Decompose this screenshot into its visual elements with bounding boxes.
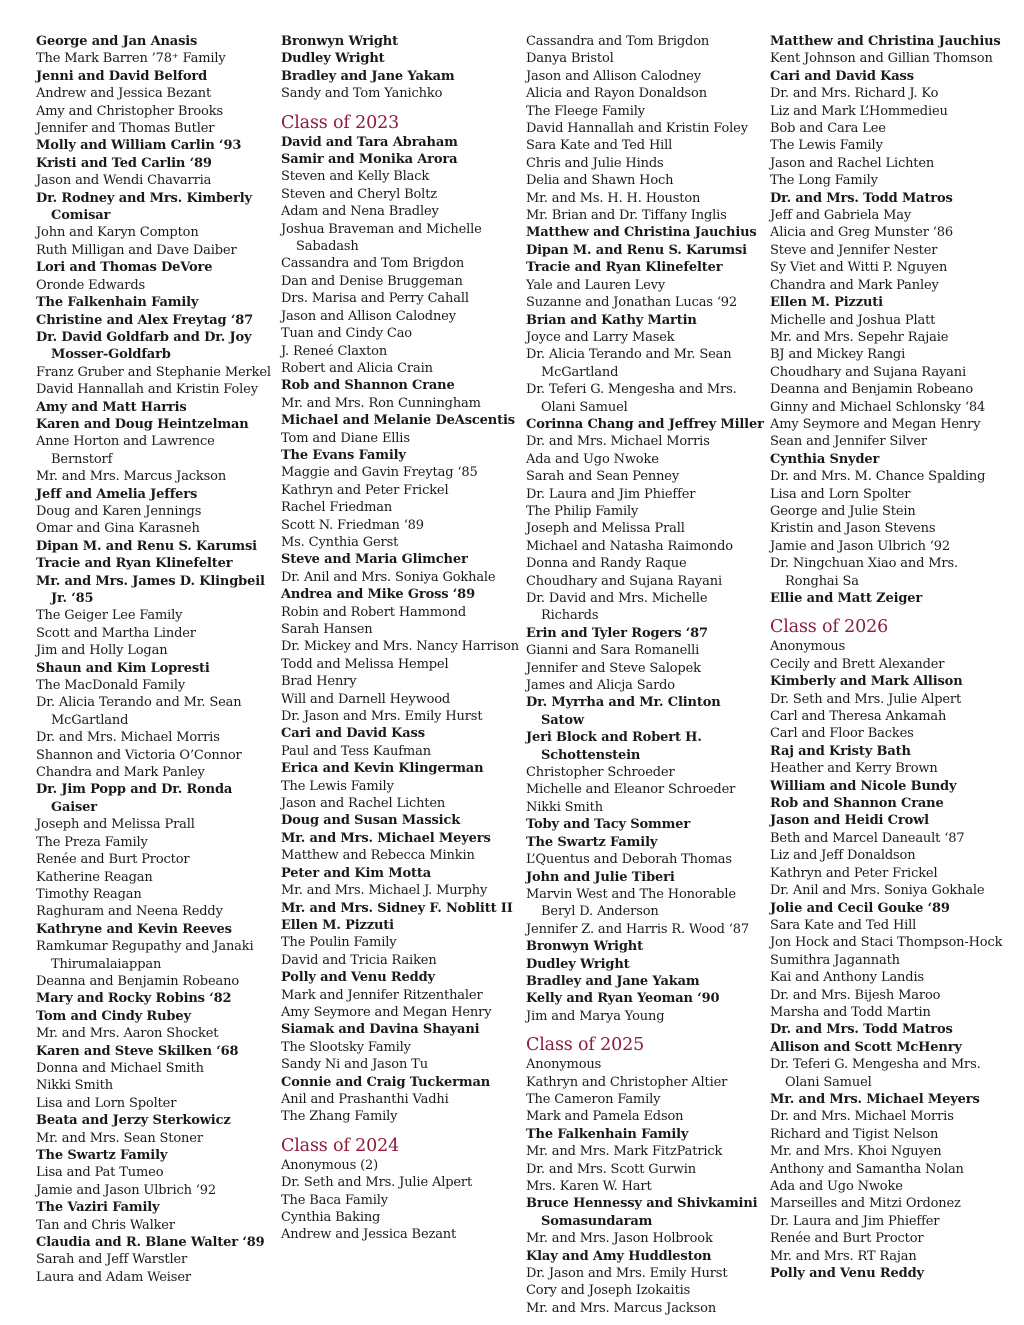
donor-name: The Preza Family [36,834,148,850]
donor-name: Dr. and Mrs. Richard J. Ko [770,86,939,102]
donor-name: Jamie and Jason Ulbrich ‘92 [770,538,951,554]
donor-name: Yale and Lauren Levy [526,277,666,293]
donor-name: George and Jan Anasis [36,34,198,49]
donor-name: Ruth Milligan and Dave Daiber [36,242,237,258]
donor-name: The Philip Family [526,503,639,519]
donor-name: The Cameron Family [526,1091,661,1107]
donor-name: Joseph and Melissa Prall [526,521,685,537]
donor-name: The Long Family [770,173,878,189]
donor-name: Joshua Braveman and Michelle Sabadash [281,221,482,255]
donor-name: Bob and Cara Lee [770,121,886,137]
donor-name: Sarah Hansen [281,622,373,637]
donor-name: Ellen M. Pizzuti [770,295,883,311]
donor-name: Jim and Marya Young [526,1008,665,1024]
donor-name: Richard and Tigist Nelson [770,1126,939,1142]
donor-name: The Falkenhain Family [36,295,199,311]
donor-name: The Zhang Family [281,1109,398,1125]
donor-name: Tan and Chris Walker [36,1217,175,1233]
donor-name: Sarah and Jeff Warstler [36,1252,188,1268]
donor-name: Dr. Mickey and Mrs. Nancy Harrison [281,639,520,655]
donor-name: Dr. and Mrs. Todd Matros [770,190,953,206]
donor-name: Dr. David and Mrs. Michelle Richards [526,591,708,624]
donor-name: Steven and Cheryl Boltz [281,186,437,202]
donor-name: Raj and Kristy Bath [770,743,911,759]
donor-name: James and Alicja Sardo [526,678,675,694]
donor-name: The Mark Barren ’78⁺ Family [36,51,226,67]
donor-name: Sara Kate and Ted Hill [770,917,917,933]
donor-name: Amy and Christopher Brooks [36,103,223,119]
donor-name: Lisa and Pat Tumeo [36,1165,164,1181]
donor-name: Dr. Anil and Mrs. Soniya Gokhale [770,883,985,899]
donor-name: William and Nicole Bundy [770,778,957,794]
donor-name: Polly and Venu Reddy [281,970,435,986]
donor-name: Marvin West and The Honorable Beryl D. Anderson [526,886,736,920]
donor-name: Erin and Tyler Rogers ‘87 [526,625,708,641]
donor-name: Steve and Jennifer Nester [770,242,938,258]
donor-name: Kai and Anthony Landis [770,970,924,986]
donor-name: BJ and Mickey Rangi [770,347,906,363]
donor-name: Corinna Chang and Jeffrey Miller [526,416,764,432]
donor-name: Bronwyn Wright [526,939,643,955]
donor-name: Dr. and Mrs. Bijesh Maroo [770,987,941,1003]
donor-name: Rachel Friedman [281,500,393,516]
donor-name: Ada and Ugo Nwoke [526,451,659,467]
donor-name: Tom and Diane Ellis [281,430,410,446]
donor-name: Kent Johnson and Gillian Thomson [770,51,993,67]
donor-name: Oronde Edwards [36,277,146,293]
donor-name: Renée and Burt Proctor [36,852,190,868]
class-heading: Class of 2025 [526,1035,645,1056]
donor-name: Klay and Amy Huddleston [526,1248,712,1264]
donor-name: Omar and Gina Karasneh [36,521,200,537]
donor-name: Christine and Alex Freytag ‘87 [36,312,253,328]
donor-name: Dr. and Mrs. Michael Morris [36,730,220,746]
donor-name: Heather and Kerry Brown [770,761,938,777]
donor-name: Mr. Brian and Dr. Tiffany Inglis [526,208,727,224]
donor-name: Brian and Kathy Martin [526,312,697,328]
donor-name: Paul and Tess Kaufman [281,743,431,759]
donor-name: Toby and Tacy Sommer [526,817,691,833]
donor-name: Dr. Laura and Jim Phieffer [770,1213,940,1229]
donor-name: Anil and Prashanthi Vadhi [281,1091,449,1107]
donor-name: Brad Henry [281,674,357,690]
donor-name: Mr. and Ms. H. H. Houston [526,190,701,206]
donor-name: Mr. and Mrs. Michael Meyers [770,1091,980,1107]
donor-name: Jon Hock and Staci Thompson-Hock [770,935,1003,951]
donor-name: Joyce and Larry Masek [526,329,675,345]
donor-name: Will and Darnell Heywood [281,691,451,707]
donor-name: Karen and Doug Heintzelman [36,416,249,432]
donor-name: Kathryn and Peter Frickel [770,865,938,881]
column-1 [36,33,276,1286]
donor-name: Jim and Holly Logan [36,643,168,659]
donor-name: Jennifer and Thomas Butler [36,121,215,137]
donor-name: Cari and David Kass [281,726,425,742]
donor-name: Dr. Jim Popp and Dr. Ronda Gaiser [36,782,233,815]
donor-name: Drs. Marisa and Perry Cahall [281,291,469,307]
donor-name: Tom and Cindy Rubey [36,1008,191,1024]
donor-name: Bradley and Jane Yakam [281,68,455,84]
donor-name: Claudia and R. Blane Walter ‘89 [36,1235,265,1251]
donor-name: Dr. Jason and Mrs. Emily Hurst [281,709,483,725]
donor-name: Lori and Thomas DeVore [36,260,213,276]
class-heading: Class of 2026 [770,617,889,638]
donor-name: Dr. Jason and Mrs. Emily Hurst [526,1266,728,1282]
donor-name: Dipan M. and Renu S. Karumsi [526,242,747,258]
donor-name: Ms. Cynthia Gerst [281,534,399,550]
donor-name: Sumithra Jagannath [770,952,900,968]
donor-name: Deanna and Benjamin Robeano [36,973,239,989]
donor-name: Jason and Rachel Lichten [770,155,935,171]
column-2 [281,33,521,1244]
donor-name: Jolie and Cecil Gouke ‘89 [770,900,950,916]
donor-name: David and Tara Abraham [281,134,458,150]
donor-name: Bronwyn Wright [281,34,398,49]
donor-name: Mr. and Mrs. Sean Stoner [36,1130,203,1146]
column-3 [526,33,766,1317]
donor-name: Polly and Venu Reddy [770,1266,924,1282]
donor-name: Michael and Melanie DeAscentis [281,413,515,429]
donor-name: Rob and Shannon Crane [770,796,944,812]
donor-name: Timothy Reagan [36,886,142,902]
donor-name: Dr. Laura and Jim Phieffer [526,486,696,502]
donor-name: Ada and Ugo Nwoke [770,1179,903,1194]
donor-name: Andrew and Jessica Bezant [281,1227,457,1243]
donor-name: Ramkumar Regupathy and Janaki Thirumalaiappan [36,939,254,972]
donor-name: Dr. Seth and Mrs. Julie Alpert [770,691,962,707]
donor-name: Sarah and Sean Penney [526,469,680,485]
donor-name: Michael and Natasha Raimondo [526,538,733,554]
class-heading: Class of 2024 [281,1135,400,1156]
donor-name: Mrs. Karen W. Hart [526,1179,652,1194]
donor-name: Scott N. Friedman ‘89 [281,517,424,533]
donor-name: Adam and Nena Bradley [281,204,439,220]
donor-name: Rob and Shannon Crane [281,378,455,394]
donor-name: Tracie and Ryan Klinefelter [526,260,723,276]
donor-name: Katherine Reagan [36,869,153,885]
donor-name: The Lewis Family [770,138,883,154]
donor-name: Jason and Allison Calodney [526,68,701,84]
donor-name: Mark and Jennifer Ritzenthaler [281,987,483,1003]
donor-name: John and Karyn Compton [36,225,199,241]
donor-name: David and Tricia Raiken [281,952,437,968]
donor-name: Dr. Anil and Mrs. Soniya Gokhale [281,569,496,585]
donor-name: Mr. and Mrs. Marcus Jackson [526,1300,717,1316]
donor-name: Kimberly and Mark Allison [770,674,963,690]
donor-name: Dan and Denise Bruggeman [281,273,463,289]
donor-name: Mr. and Mrs. Michael Meyers [281,830,491,846]
donor-name: Samir and Monika Arora [281,152,458,168]
donor-name: Chandra and Mark Panley [36,765,205,781]
donor-name: Dr. and Mrs. Michael Morris [770,1109,954,1125]
donor-name: Dudley Wright [526,956,630,972]
donor-name: Dr. Alicia Terando and Mr. Sean McGartland [526,347,732,380]
donor-name: Carl and Theresa Ankamah [770,709,947,725]
donor-name: Tracie and Ryan Klinefelter [36,556,233,572]
donor-name: Lisa and Lorn Spolter [36,1095,177,1111]
donor-name: Nikki Smith [526,799,603,815]
donor-name: Ellen M. Pizzuti [281,917,394,933]
donor-name: Franz Gruber and Stephanie Merkel [36,364,271,380]
donor-name: Chandra and Mark Panley [770,277,939,293]
donor-name: Mary and Rocky Robins ‘82 [36,991,232,1007]
donor-name: Shaun and Kim Lopresti [36,660,210,676]
donor-name: Dr. and Mrs. Michael Morris [526,434,710,450]
donor-name: Mr. and Mrs. Mark FitzPatrick [526,1144,723,1160]
donor-name: Sara Kate and Ted Hill [526,138,673,154]
donor-name: Allison and Scott McHenry [770,1039,962,1055]
donor-name: J. Reneé Claxton [281,343,388,359]
donor-name: Jason and Allison Calodney [281,308,456,324]
donor-name: Anthony and Samantha Nolan [770,1161,964,1177]
donor-name: Marsha and Todd Martin [770,1004,931,1020]
donor-name: Matthew and Christina Jauchius [526,225,757,241]
donor-name: Bruce Hennessy and Shivkamini Somasundaram [526,1196,758,1229]
donor-name: Dr. and Mrs. M. Chance Spalding [770,469,986,485]
donor-name: Peter and Kim Motta [281,865,432,881]
donor-name: Anonymous [526,1057,602,1073]
donor-name: Mr. and Mrs. Sepehr Rajaie [770,329,949,345]
donor-name: Cassandra and Tom Brigdon [526,34,710,49]
donor-name: Robert and Alicia Crain [281,360,433,376]
donor-name: Kathryn and Peter Frickel [281,482,449,498]
donor-name: Laura and Adam Weiser [36,1269,191,1285]
donor-name: Raghuram and Neena Reddy [36,904,223,920]
donor-name: The MacDonald Family [36,678,186,694]
donor-name: Shannon and Victoria O’Connor [36,747,242,763]
donor-name: David Hannallah and Kristin Foley [526,121,748,137]
donor-name: John and Julie Tiberi [526,869,675,885]
donor-name: Dr. Teferi G. Mengesha and Mrs. Olani Samuel [770,1057,981,1090]
donor-name: Ginny and Michael Schlonsky ‘84 [770,399,986,415]
donor-name: Jason and Rachel Lichten [281,796,446,812]
donor-name: Sandy and Tom Yanichko [281,86,443,102]
donor-name: Molly and William Carlin ‘93 [36,138,242,154]
donor-name: Dipan M. and Renu S. Karumsi [36,538,257,554]
donor-name: Anonymous (2) [281,1157,379,1173]
donor-name: Karen and Steve Skilken ‘68 [36,1043,239,1059]
donor-name: Matthew and Christina Jauchius [770,34,1001,49]
donor-name: The Falkenhain Family [526,1126,689,1142]
donor-name: The Vaziri Family [36,1200,160,1216]
donor-name: The Geiger Lee Family [36,608,183,624]
donor-name: Mr. and Mrs. Khoi Nguyen [770,1144,942,1160]
donor-name: L’Quentus and Deborah Thomas [526,852,732,868]
donor-name: Amy and Matt Harris [36,399,187,415]
donor-name: Jeri Block and Robert H. Schottenstein [526,730,702,763]
donor-name: Dr. Teferi G. Mengesha and Mrs. Olani Samuel [526,382,737,415]
donor-name: Amy Seymore and Megan Henry [281,1004,492,1020]
donor-name: Suzanne and Jonathan Lucas ‘92 [526,295,738,311]
donor-name: Dr. and Mrs. Scott Gurwin [526,1161,696,1177]
donor-name: Jeff and Amelia Jeffers [36,486,198,502]
donor-name: Dr. Seth and Mrs. Julie Alpert [281,1175,473,1191]
donor-name: Dr. Ningchuan Xiao and Mrs. Ronghai Sa [770,556,958,589]
donor-name: Alicia and Greg Munster ‘86 [770,225,953,241]
donor-name: Delia and Shawn Hoch [526,173,674,189]
donor-name: Bradley and Jane Yakam [526,973,700,989]
donor-name: Mark and Pamela Edson [526,1109,684,1125]
donor-name: Donna and Michael Smith [36,1060,204,1076]
donor-name: Lisa and Lorn Spolter [770,486,911,502]
donor-name: Cory and Joseph Izokaitis [526,1283,691,1299]
donor-name: Anonymous [770,639,846,655]
donor-name: The Evans Family [281,447,406,463]
donor-name: George and Julie Stein [770,503,916,519]
donor-name: Steven and Kelly Black [281,169,430,185]
donor-name: Marseilles and Mitzi Ordonez [770,1196,961,1212]
class-heading: Class of 2023 [281,112,400,133]
donor-name: Doug and Susan Massick [281,813,461,829]
donor-name: Mr. and Mrs. Michael J. Murphy [281,883,488,899]
donor-name: Cassandra and Tom Brigdon [281,256,465,272]
donor-name: Mr. and Mrs. Marcus Jackson [36,469,227,485]
donor-name: Kelly and Ryan Yeoman ‘90 [526,991,720,1007]
donor-name: Gianni and Sara Romanelli [526,643,700,659]
donor-name: Choudhary and Sujana Rayani [526,573,722,589]
donor-name: The Slootsky Family [281,1039,411,1055]
donor-name: Connie and Craig Tuckerman [281,1074,491,1090]
donor-name: Cecily and Brett Alexander [770,656,945,672]
donor-name: Cynthia Baking [281,1210,381,1225]
donor-name: Beata and Jerzy Sterkowicz [36,1113,231,1129]
donor-name: Steve and Maria Glimcher [281,552,468,568]
donor-name: Deanna and Benjamin Robeano [770,382,973,398]
donor-name: Liz and Jeff Donaldson [770,848,916,864]
donor-name: Maggie and Gavin Freytag ‘85 [281,465,478,481]
donor-name: Jason and Heidi Crowl [770,813,929,829]
donor-name: Tuan and Cindy Cao [281,326,412,342]
donor-name: Kristin and Jason Stevens [770,521,936,537]
donor-name: Michelle and Eleanor Schroeder [526,782,736,798]
donor-name: Jeff and Gabriela May [770,208,912,224]
donor-name: Scott and Martha Linder [36,625,196,641]
donor-name: David Hannallah and Kristin Foley [36,382,258,398]
donor-name: Kathryn and Christopher Altier [526,1074,728,1090]
donor-name: Dr. Rodney and Mrs. Kimberly Comisar [36,190,252,224]
donor-name: Michelle and Joshua Platt [770,312,936,328]
donor-name: Kathryne and Kevin Reeves [36,921,232,937]
donor-name: Christopher Schroeder [526,765,675,781]
donor-name: Matthew and Rebecca Minkin [281,848,475,864]
donor-name: The Lewis Family [281,778,394,794]
donor-name: Choudhary and Sujana Rayani [770,364,966,380]
donor-name: Siamak and Davina Shayani [281,1022,480,1038]
donor-name: Danya Bristol [526,51,614,67]
donor-name: Dr. David Goldfarb and Dr. Joy Mosser-Goldfarb [36,329,252,363]
donor-name: Andrea and Mike Gross ‘89 [281,587,475,603]
donor-name: Dr. Myrrha and Mr. Clinton Satow [526,695,721,728]
donor-name: Mr. and Mrs. James D. Klingbeil Jr. ‘85 [36,573,265,606]
donor-name: Jennifer and Steve Salopek [526,660,701,676]
donor-name: Erica and Kevin Klingerman [281,761,484,777]
donor-name: Dr. and Mrs. Todd Matros [770,1022,953,1038]
donor-name: Cynthia Snyder [770,451,880,467]
donor-name: Robin and Robert Hammond [281,604,467,620]
donor-name: Carl and Floor Backes [770,726,914,742]
donor-name: Todd and Melissa Hempel [281,656,449,672]
donor-name: Doug and Karen Jennings [36,503,202,519]
donor-name: Liz and Mark L’Hommedieu [770,103,948,119]
donor-name: Jennifer Z. and Harris R. Wood ‘87 [526,921,749,937]
donor-name: Mr. and Mrs. Sidney F. Noblitt II [281,900,513,916]
donor-name: The Fleege Family [526,103,645,119]
donor-name: Sandy Ni and Jason Tu [281,1057,428,1073]
donor-name: Cari and David Kass [770,68,914,84]
donor-name: Dr. Alicia Terando and Mr. Sean McGartland [36,695,242,728]
donor-name: Kristi and Ted Carlin ‘89 [36,155,212,171]
donor-name: Mr. and Mrs. Jason Holbrook [526,1231,713,1247]
donor-name: Renée and Burt Proctor [770,1231,924,1247]
donor-name: Mr. and Mrs. RT Rajan [770,1248,917,1264]
donor-name: Jenni and David Belford [36,68,208,84]
donor-name: Ellie and Matt Zeiger [770,591,923,606]
column-4 [770,33,1010,1282]
donor-name: Sy Viet and Witti P. Nguyen [770,260,948,276]
donor-name: Beth and Marcel Daneault ‘87 [770,830,965,846]
donor-name: Joseph and Melissa Prall [36,817,195,833]
donor-name: The Swartz Family [36,1148,168,1163]
donor-name: Jason and Wendi Chavarria [36,173,212,189]
donor-name: The Baca Family [281,1192,388,1208]
donor-name: Chris and Julie Hinds [526,155,664,171]
donor-name: The Swartz Family [526,834,658,850]
donor-name: Donna and Randy Raque [526,556,687,572]
donor-name: Dudley Wright [281,51,385,67]
donor-name: Jamie and Jason Ulbrich ‘92 [36,1182,217,1198]
donor-name: Alicia and Rayon Donaldson [526,86,707,102]
donor-name: Mr. and Mrs. Ron Cunningham [281,395,481,411]
donor-name: Amy Seymore and Megan Henry [770,416,981,432]
donor-name: Andrew and Jessica Bezant [36,86,212,102]
donor-name: Nikki Smith [36,1078,113,1094]
donor-name: Anne Horton and Lawrence Bernstorf [36,434,215,467]
donor-name: Mr. and Mrs. Aaron Shocket [36,1026,219,1042]
donor-name: Sean and Jennifer Silver [770,434,927,450]
donor-name: The Poulin Family [281,935,397,951]
